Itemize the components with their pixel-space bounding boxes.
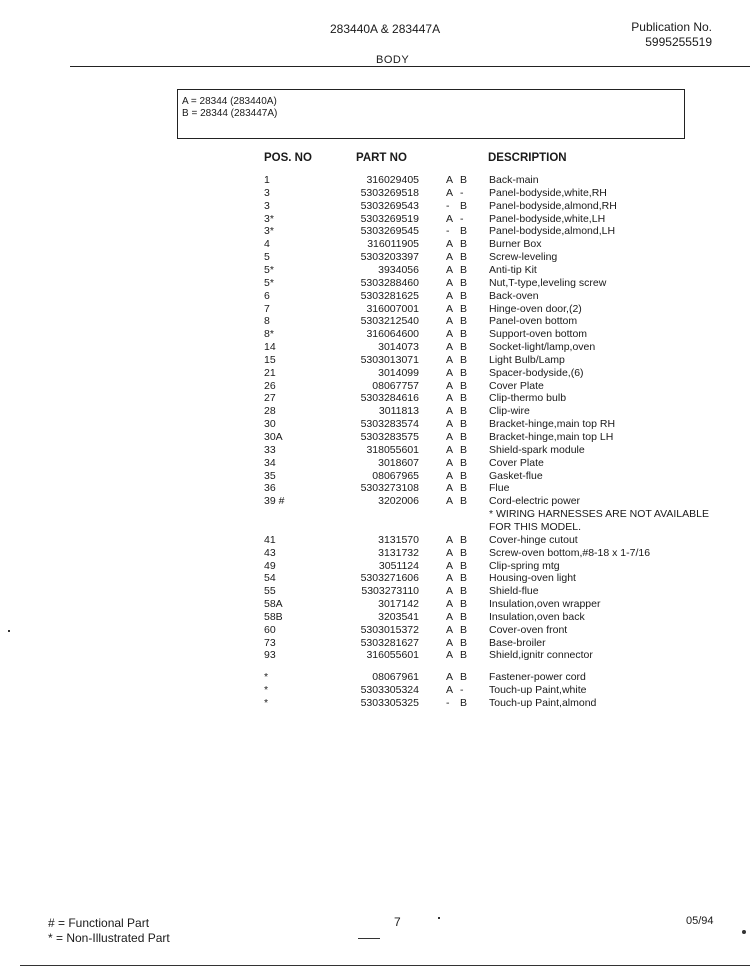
part-description: Shield-spark module bbox=[489, 443, 585, 456]
model-a-flag: A bbox=[446, 572, 454, 585]
parts-row bbox=[0, 495, 750, 508]
part-description: Housing-oven light bbox=[489, 572, 576, 585]
part-description: FOR THIS MODEL. bbox=[489, 520, 581, 533]
parts-row bbox=[0, 457, 750, 470]
part-number: 3131732 bbox=[378, 546, 419, 559]
parts-row bbox=[0, 684, 750, 697]
parts-row bbox=[0, 482, 750, 495]
model-legend bbox=[177, 89, 685, 139]
parts-row bbox=[0, 405, 750, 418]
position-number: 43 bbox=[264, 546, 276, 559]
scan-speck bbox=[438, 917, 440, 919]
parts-row bbox=[0, 354, 750, 367]
position-number: 15 bbox=[264, 353, 276, 366]
parts-row bbox=[0, 649, 750, 662]
parts-row bbox=[0, 341, 750, 354]
parts-row bbox=[0, 637, 750, 650]
part-number: 5303283575 bbox=[360, 431, 419, 443]
model-a-flag: A bbox=[446, 212, 454, 225]
model-a-flag: A bbox=[446, 431, 454, 443]
model-a-flag: A bbox=[446, 469, 454, 482]
parts-row bbox=[0, 200, 750, 213]
model-b-flag: B bbox=[460, 289, 468, 302]
part-description: Insulation,oven wrapper bbox=[489, 598, 601, 611]
part-number: 5303281625 bbox=[360, 289, 419, 302]
parts-row bbox=[0, 598, 750, 611]
part-description: Cord-electric power bbox=[489, 495, 581, 508]
part-number: 5303203397 bbox=[360, 251, 419, 264]
part-description: Panel-bodyside,almond,RH bbox=[489, 199, 617, 212]
position-number: 93 bbox=[264, 649, 276, 662]
model-b-flag: B bbox=[460, 585, 468, 598]
part-number: 316007001 bbox=[366, 302, 419, 315]
position-number: 28 bbox=[264, 405, 276, 418]
parts-row bbox=[0, 671, 750, 684]
part-description: Cover Plate bbox=[489, 379, 544, 392]
part-number: 5303271606 bbox=[360, 572, 419, 585]
model-b-flag: B bbox=[460, 251, 468, 264]
position-number: 58B bbox=[264, 610, 283, 623]
model-a-flag: A bbox=[446, 186, 454, 199]
position-number: 5 bbox=[264, 251, 270, 264]
part-number: 08067757 bbox=[372, 379, 419, 392]
model-b-flag: B bbox=[460, 671, 468, 684]
functional-part-note: # = Functional Part bbox=[48, 916, 150, 930]
part-description: Panel-bodyside,white,RH bbox=[489, 186, 607, 199]
model-b-flag: B bbox=[460, 199, 468, 212]
model-b-flag: B bbox=[460, 174, 468, 186]
footer-divider bbox=[20, 965, 750, 966]
scan-speck bbox=[8, 630, 10, 632]
model-b-flag: B bbox=[460, 328, 468, 341]
part-number: 316029405 bbox=[366, 174, 419, 186]
model-a-flag: A bbox=[446, 546, 454, 559]
position-number: 30A bbox=[264, 431, 283, 443]
model-b-flag: B bbox=[460, 353, 468, 366]
part-description: Fastener-power cord bbox=[489, 671, 586, 684]
position-number: 36 bbox=[264, 482, 276, 495]
model-a-flag: A bbox=[446, 443, 454, 456]
part-description: Flue bbox=[489, 482, 510, 495]
part-number: 5303305324 bbox=[360, 684, 419, 697]
model-b-flag: B bbox=[460, 482, 468, 495]
position-number: 3 bbox=[264, 199, 270, 212]
model-b-flag: B bbox=[460, 572, 468, 585]
position-number: 35 bbox=[264, 469, 276, 482]
position-number: 30 bbox=[264, 418, 276, 431]
part-description: Nut,T-type,leveling screw bbox=[489, 276, 607, 289]
part-number: 5303273108 bbox=[360, 482, 419, 495]
header-divider bbox=[70, 66, 750, 67]
part-description: Panel-bodyside,white,LH bbox=[489, 212, 606, 225]
part-description: Clip-thermo bulb bbox=[489, 392, 567, 405]
part-description: Spacer-bodyside,(6) bbox=[489, 366, 584, 379]
model-b-flag: B bbox=[460, 456, 468, 469]
part-description: Socket-light/lamp,oven bbox=[489, 341, 596, 354]
parts-row bbox=[0, 264, 750, 277]
part-description: Base-broiler bbox=[489, 636, 546, 649]
position-number: 55 bbox=[264, 585, 276, 598]
model-a-flag: A bbox=[446, 649, 454, 662]
part-description: Screw-leveling bbox=[489, 251, 558, 264]
part-number: 5303281627 bbox=[360, 636, 419, 649]
position-number: * bbox=[264, 671, 269, 684]
position-number: 58A bbox=[264, 598, 283, 611]
part-number: 316011905 bbox=[367, 238, 419, 251]
part-description: Gasket-flue bbox=[489, 469, 543, 482]
parts-row bbox=[0, 277, 750, 290]
part-number: 316055601 bbox=[366, 649, 419, 662]
parts-row bbox=[0, 328, 750, 341]
position-number: 3 bbox=[264, 186, 270, 199]
model-b-flag: B bbox=[460, 649, 468, 662]
part-description: Clip-spring mtg bbox=[489, 559, 560, 572]
part-description: Insulation,oven back bbox=[489, 610, 585, 623]
parts-row bbox=[0, 303, 750, 316]
model-a-flag: A bbox=[446, 238, 454, 251]
model-a-flag: A bbox=[446, 559, 454, 572]
part-description: Touch-up Paint,almond bbox=[489, 697, 597, 709]
part-number: 3011813 bbox=[378, 405, 419, 418]
model-a-flag: A bbox=[446, 495, 454, 508]
parts-row bbox=[0, 174, 750, 187]
model-a-flag: A bbox=[446, 315, 454, 328]
model-a-flag: A bbox=[446, 610, 454, 623]
parts-row bbox=[0, 534, 750, 547]
parts-row bbox=[0, 431, 750, 444]
model-b-flag: B bbox=[460, 546, 468, 559]
column-header-part: PART NO bbox=[356, 152, 407, 164]
model-a-flag: A bbox=[446, 302, 454, 315]
position-number: 39 # bbox=[264, 495, 285, 508]
model-b-flag: B bbox=[460, 315, 468, 328]
position-number: 3* bbox=[264, 212, 274, 225]
position-number: 5* bbox=[264, 263, 274, 276]
model-b-flag: B bbox=[460, 302, 468, 315]
model-a-flag: A bbox=[446, 598, 454, 611]
position-number: 27 bbox=[264, 392, 276, 405]
position-number: 14 bbox=[264, 341, 276, 354]
part-number: 5303269545 bbox=[360, 225, 419, 238]
model-b-flag: B bbox=[460, 533, 468, 546]
publication-date: 05/94 bbox=[686, 915, 714, 927]
model-b-flag: - bbox=[460, 212, 464, 225]
model-b-flag: B bbox=[460, 598, 468, 611]
position-number: 34 bbox=[264, 456, 276, 469]
part-description: Cover Plate bbox=[489, 456, 544, 469]
model-a-flag: A bbox=[446, 684, 454, 697]
part-description: Bracket-hinge,main top RH bbox=[489, 418, 616, 431]
model-b-flag: B bbox=[460, 418, 468, 431]
part-number: 5303269543 bbox=[360, 199, 419, 212]
part-number: 5303283574 bbox=[360, 418, 419, 431]
model-a-flag: A bbox=[446, 671, 454, 684]
part-description: Light Bulb/Lamp bbox=[489, 353, 565, 366]
model-b-flag: B bbox=[460, 559, 468, 572]
part-number: 3203541 bbox=[378, 610, 419, 623]
part-description: Panel-oven bottom bbox=[489, 315, 578, 328]
model-a-flag: A bbox=[446, 533, 454, 546]
model-b-flag: B bbox=[460, 379, 468, 392]
model-b-flag: B bbox=[460, 469, 468, 482]
parts-row bbox=[0, 367, 750, 380]
parts-row bbox=[0, 508, 750, 521]
model-a-flag: A bbox=[446, 456, 454, 469]
part-number: 316064600 bbox=[366, 328, 419, 341]
page-number: 7 bbox=[394, 915, 401, 929]
parts-row bbox=[0, 392, 750, 405]
part-description: Clip-wire bbox=[489, 405, 530, 418]
part-number: 5303015372 bbox=[360, 623, 419, 636]
part-description: Cover-hinge cutout bbox=[489, 533, 578, 546]
position-number: * bbox=[264, 697, 269, 709]
position-number: 3* bbox=[264, 225, 274, 238]
position-number: * bbox=[264, 684, 269, 697]
position-number: 33 bbox=[264, 443, 276, 456]
footer-legend bbox=[48, 916, 170, 946]
model-a-flag: A bbox=[446, 623, 454, 636]
parts-row bbox=[0, 572, 750, 585]
part-number: 3018607 bbox=[378, 456, 419, 469]
parts-row bbox=[0, 611, 750, 624]
model-a-flag: A bbox=[446, 328, 454, 341]
model-a-flag: A bbox=[446, 366, 454, 379]
non-illustrated-note: * = Non-Illustrated Part bbox=[48, 931, 170, 945]
model-numbers: 283440A & 283447A bbox=[330, 22, 441, 36]
position-number: 60 bbox=[264, 623, 276, 636]
model-a-flag: A bbox=[446, 251, 454, 264]
model-a-flag: A bbox=[446, 289, 454, 302]
model-a-flag: - bbox=[446, 697, 450, 709]
scan-speck bbox=[742, 930, 746, 934]
part-number: 318055601 bbox=[366, 443, 419, 456]
position-number: 6 bbox=[264, 289, 270, 302]
column-header-pos: POS. NO bbox=[264, 152, 312, 164]
position-number: 8 bbox=[264, 315, 270, 328]
model-b-flag: B bbox=[460, 366, 468, 379]
scan-speck bbox=[358, 938, 380, 939]
model-b-flag: B bbox=[460, 225, 468, 238]
part-description: Burner Box bbox=[489, 238, 542, 251]
model-a-flag: A bbox=[446, 482, 454, 495]
parts-row bbox=[0, 624, 750, 637]
model-b-flag: B bbox=[460, 341, 468, 354]
model-b-flag: B bbox=[460, 392, 468, 405]
publication-block bbox=[590, 20, 712, 50]
part-number: 3131570 bbox=[378, 533, 419, 546]
part-description: Shield,ignitr connector bbox=[489, 649, 593, 662]
part-description: Cover-oven front bbox=[489, 623, 568, 636]
model-b-flag: B bbox=[460, 263, 468, 276]
position-number: 41 bbox=[264, 533, 276, 546]
model-b-flag: B bbox=[460, 697, 468, 709]
parts-row bbox=[0, 290, 750, 303]
parts-row bbox=[0, 585, 750, 598]
position-number: 5* bbox=[264, 276, 274, 289]
position-number: 4 bbox=[264, 238, 270, 251]
part-description: Panel-bodyside,almond,LH bbox=[489, 225, 616, 238]
parts-row bbox=[0, 560, 750, 573]
parts-row bbox=[0, 187, 750, 200]
model-a-flag: A bbox=[446, 418, 454, 431]
part-number: 5303212540 bbox=[360, 315, 419, 328]
model-b-flag: B bbox=[460, 276, 468, 289]
part-description: Anti-tip Kit bbox=[489, 263, 537, 276]
publication-label: Publication No. bbox=[631, 20, 712, 34]
part-number: 3051124 bbox=[378, 559, 419, 572]
model-b-flag: B bbox=[460, 238, 468, 251]
column-header-description: DESCRIPTION bbox=[488, 152, 567, 164]
part-number: 5303288460 bbox=[360, 276, 419, 289]
model-a-flag: A bbox=[446, 405, 454, 418]
part-number: 5303269519 bbox=[360, 212, 419, 225]
model-a-flag: A bbox=[446, 174, 454, 186]
position-number: 26 bbox=[264, 379, 276, 392]
position-number: 8* bbox=[264, 328, 274, 341]
part-number: 08067961 bbox=[372, 671, 419, 684]
part-number: 5303284616 bbox=[360, 392, 419, 405]
parts-row bbox=[0, 380, 750, 393]
part-number: 5303269518 bbox=[360, 186, 419, 199]
position-number: 21 bbox=[264, 366, 276, 379]
parts-row bbox=[0, 251, 750, 264]
part-description: Bracket-hinge,main top LH bbox=[489, 431, 614, 443]
model-b-flag: B bbox=[460, 405, 468, 418]
position-number: 49 bbox=[264, 559, 276, 572]
position-number: 1 bbox=[264, 174, 270, 186]
parts-row bbox=[0, 547, 750, 560]
publication-number: 5995255519 bbox=[645, 35, 712, 49]
part-number: 5303273110 bbox=[361, 585, 419, 598]
part-number: 3014099 bbox=[378, 366, 419, 379]
parts-row bbox=[0, 213, 750, 226]
legend-line-a: A = 28344 (283440A) bbox=[182, 96, 277, 107]
model-a-flag: A bbox=[446, 392, 454, 405]
model-a-flag: - bbox=[446, 225, 450, 238]
parts-row bbox=[0, 521, 750, 534]
parts-row bbox=[0, 697, 750, 710]
model-a-flag: - bbox=[446, 199, 450, 212]
model-b-flag: B bbox=[460, 443, 468, 456]
part-number: 5303013071 bbox=[360, 353, 419, 366]
parts-row bbox=[0, 238, 750, 251]
part-description: Support-oven bottom bbox=[489, 328, 588, 341]
parts-row bbox=[0, 225, 750, 238]
model-a-flag: A bbox=[446, 585, 454, 598]
position-number: 7 bbox=[264, 302, 270, 315]
part-description: Hinge-oven door,(2) bbox=[489, 302, 582, 315]
parts-row bbox=[0, 470, 750, 483]
position-number: 54 bbox=[264, 572, 276, 585]
part-number: 08067965 bbox=[372, 469, 419, 482]
part-number: 3202006 bbox=[378, 495, 419, 508]
model-a-flag: A bbox=[446, 263, 454, 276]
model-b-flag: B bbox=[460, 623, 468, 636]
model-a-flag: A bbox=[446, 636, 454, 649]
parts-row bbox=[0, 444, 750, 457]
legend-line-b: B = 28344 (283447A) bbox=[182, 108, 278, 119]
position-number: 73 bbox=[264, 636, 276, 649]
model-b-flag: B bbox=[460, 610, 468, 623]
model-b-flag: - bbox=[460, 684, 464, 697]
part-number: 3017142 bbox=[378, 598, 419, 611]
part-description: Back-main bbox=[489, 174, 539, 186]
model-a-flag: A bbox=[446, 379, 454, 392]
part-number: 3934056 bbox=[378, 263, 419, 276]
model-b-flag: B bbox=[460, 636, 468, 649]
parts-row bbox=[0, 315, 750, 328]
parts-row bbox=[0, 418, 750, 431]
model-a-flag: A bbox=[446, 276, 454, 289]
part-description: Shield-flue bbox=[489, 585, 539, 598]
part-number: 5303305325 bbox=[360, 697, 419, 709]
model-a-flag: A bbox=[446, 353, 454, 366]
part-description: Screw-oven bottom,#8-18 x 1-7/16 bbox=[489, 546, 651, 559]
model-b-flag: B bbox=[460, 431, 468, 443]
model-b-flag: - bbox=[460, 186, 464, 199]
part-description: Touch-up Paint,white bbox=[489, 684, 587, 697]
part-description: Back-oven bbox=[489, 289, 539, 302]
model-b-flag: B bbox=[460, 495, 468, 508]
section-title: BODY bbox=[376, 54, 410, 66]
part-number: 3014073 bbox=[378, 341, 419, 354]
model-a-flag: A bbox=[446, 341, 454, 354]
part-description: * WIRING HARNESSES ARE NOT AVAILABLE bbox=[489, 508, 709, 521]
